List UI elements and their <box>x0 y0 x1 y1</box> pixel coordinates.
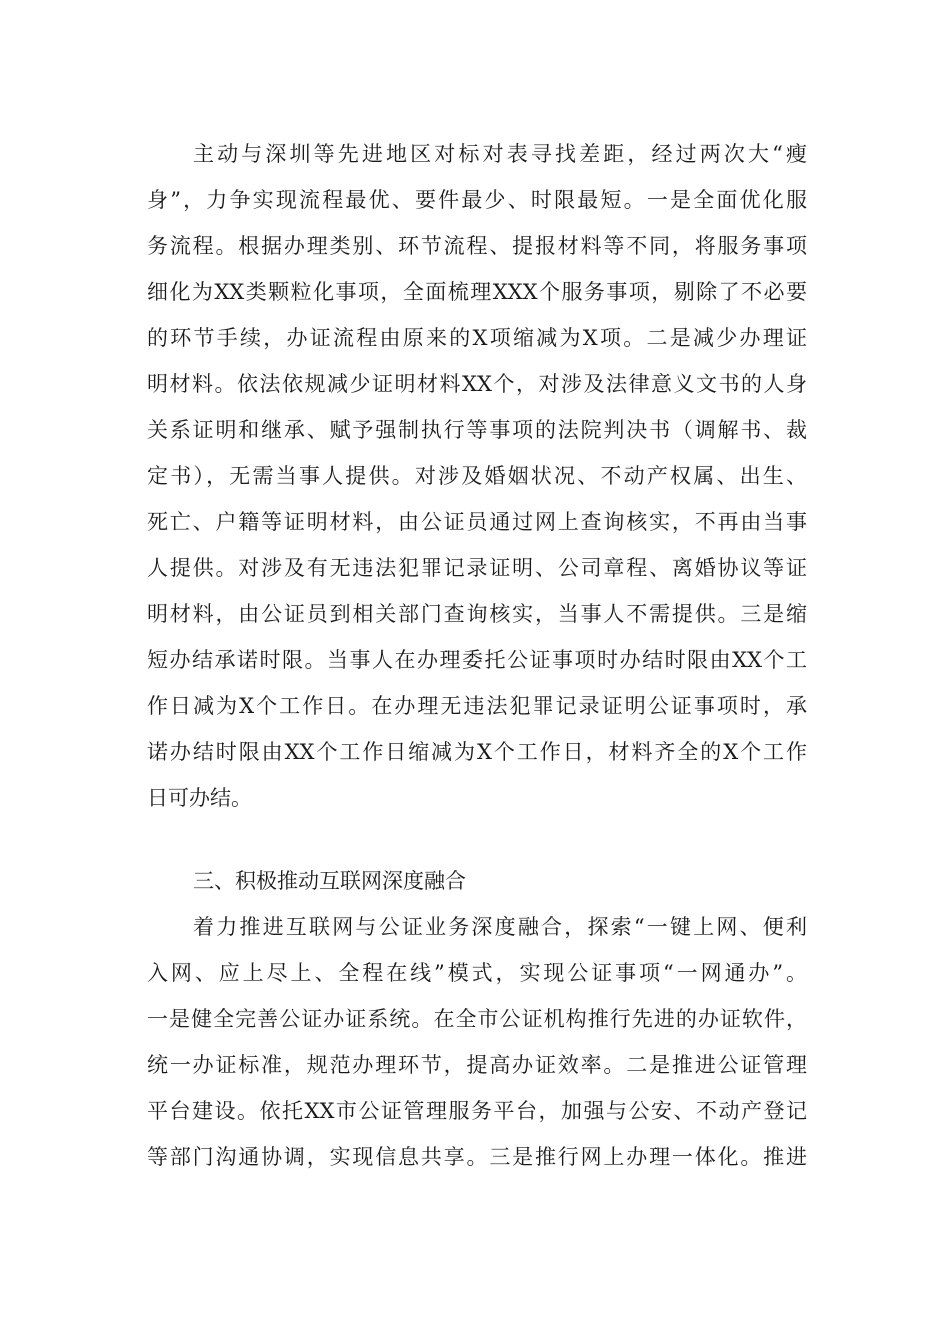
text-line: 关系证明和继承、赋予强制执行等事项的法院判决书（调解书、裁 <box>147 418 807 442</box>
text-line: 身”，力争实现流程最优、要件最少、时限最短。一是全面优化服 <box>147 188 807 212</box>
text-line: 人提供。对涉及有无违法犯罪记录证明、公司章程、离婚协议等证 <box>147 556 807 580</box>
text-line: 统一办证标准，规范办理环节，提高办证效率。二是推进公证管理 <box>147 1053 807 1077</box>
text-line: 务流程。根据办理类别、环节流程、提报材料等不同，将服务事项 <box>147 234 807 258</box>
text-line: 诺办结时限由XX个工作日缩减为X个工作日，材料齐全的X个工作 <box>147 740 807 764</box>
text-line: 着力推进互联网与公证业务深度融合，探索“一键上网、便利 <box>193 915 807 939</box>
text-line: 细化为XX类颗粒化事项，全面梳理XXX个服务事项，剔除了不必要 <box>147 280 807 304</box>
text-line: 作日减为X个工作日。在办理无违法犯罪记录证明公证事项时，承 <box>147 694 807 718</box>
text-line: 平台建设。依托XX市公证管理服务平台，加强与公安、不动产登记 <box>147 1099 807 1123</box>
text-line: 明材料。依法依规减少证明材料XX个，对涉及法律意义文书的人身 <box>147 372 807 396</box>
text-line: 一是健全完善公证办证系统。在全市公证机构推行先进的办证软件， <box>147 1007 807 1031</box>
text-line: 主动与深圳等先进地区对标对表寻找差距，经过两次大“瘦 <box>193 142 807 166</box>
text-line: 的环节手续，办证流程由原来的X项缩减为X项。二是减少办理证 <box>147 326 807 350</box>
section-heading: 三、积极推动互联网深度融合 <box>193 869 466 893</box>
text-line: 明材料，由公证员到相关部门查询核实，当事人不需提供。三是缩 <box>147 602 807 626</box>
text-line: 等部门沟通协调，实现信息共享。三是推行网上办理一体化。推进 <box>147 1145 807 1169</box>
text-line: 短办结承诺时限。当事人在办理委托公证事项时办结时限由XX个工 <box>147 648 807 672</box>
text-line: 死亡、户籍等证明材料，由公证员通过网上查询核实，不再由当事 <box>147 510 807 534</box>
text-line: 入网、应上尽上、全程在线”模式，实现公证事项“一网通办”。 <box>147 961 807 985</box>
text-line: 定书），无需当事人提供。对涉及婚姻状况、不动产权属、出生、 <box>147 464 807 488</box>
text-line: 日可办结。 <box>147 786 252 810</box>
